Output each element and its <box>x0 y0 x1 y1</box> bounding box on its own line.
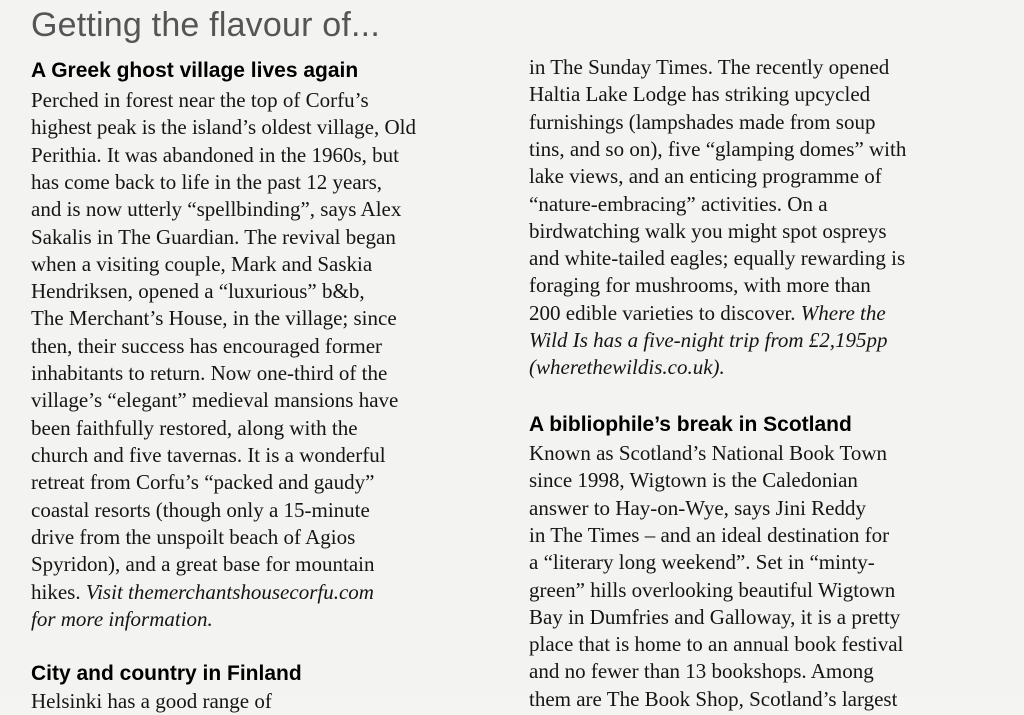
body-text-line: birdwatching walk you might spot ospreys <box>529 218 887 243</box>
body-text-line: then, their success has encouraged former <box>31 333 383 358</box>
body-text-line: has come back to life in the past 12 years, <box>31 169 383 194</box>
body-text-line: and no fewer than 13 bookshops. Among <box>529 659 874 684</box>
body-text-line: retreat from Corfu’s “packed and gaudy” <box>31 470 375 495</box>
body-text-line: place that is home to an annual book festival <box>529 632 904 657</box>
body-text-line: village’s “elegant” medieval mansions have <box>31 388 399 413</box>
greek-article-last-line <box>31 579 374 606</box>
body-text-line: in The Times – and an ideal destination for <box>529 522 890 547</box>
body-text-line: Haltia Lake Lodge has striking upcycled <box>529 82 871 107</box>
body-text-line: church and five tavernas. It is a wonderful <box>31 442 386 467</box>
body-text-line: furnishings (lampshades made from soup <box>529 109 876 134</box>
body-text-line: Hendriksen, opened a “luxurious” b&b, <box>31 279 365 304</box>
body-text-line: in The Sunday Times. The recently opened <box>529 55 890 79</box>
body-text-line: green” hills overlooking beautiful Wigtown <box>529 577 896 602</box>
finland-offer-line-1: Wild Is has a five-night trip from £2,195pp <box>529 328 888 352</box>
body-text-line: The Merchant’s House, in the village; since <box>31 306 397 331</box>
body-text-line: drive from the unspoilt beach of Agios <box>31 524 356 549</box>
body-text-line: “nature-embracing” activities. On a <box>529 191 828 216</box>
body-text-line: Perithia. It was abandoned in the 1960s, but <box>31 142 400 167</box>
body-text-line: coastal resorts (though only a 15-minute <box>31 497 370 522</box>
greek-article-closing: for more information. <box>31 607 213 631</box>
body-text-line: when a visiting couple, Mark and Saskia <box>31 251 373 276</box>
body-text-line: and is now utterly “spellbinding”, says Alex <box>31 197 402 222</box>
body-text-line: highest peak is the island’s oldest village, Old <box>31 115 416 140</box>
body-text-line: lake views, and an enticing programme of <box>529 164 882 189</box>
body-text-line: foraging for mushrooms, with more than <box>529 273 871 298</box>
finland-article-heading: City and country in Finland <box>31 662 302 685</box>
greek-article-heading: A Greek ghost village lives again <box>31 59 359 82</box>
body-text-line: Bay in Dumfries and Galloway, it is a pretty <box>529 604 901 629</box>
body-text-line: and white-tailed eagles; equally rewarding is <box>529 246 906 271</box>
finland-article-partial-line: Helsinki has a good range of <box>31 689 272 713</box>
finland-article-last-line <box>529 300 886 327</box>
greek-last-line-text: hikes. <box>31 580 86 604</box>
body-text-line: Known as Scotland’s National Book Town <box>529 441 888 465</box>
greek-website-link: Visit themerchantshousecorfu.com <box>85 580 374 604</box>
body-text-line: Sakalis in The Guardian. The revival began <box>31 224 396 249</box>
body-text-line: Spyridon), and a great base for mountain <box>31 552 375 577</box>
finland-offer-line-2: (wherethewildis.co.uk). <box>529 355 725 379</box>
body-text-line: tins, and so on), five “glamping domes” with <box>529 136 907 161</box>
section-title: Getting the flavour of... <box>31 6 380 44</box>
finland-italic-lead: Where the <box>800 301 886 325</box>
body-text-line: since 1998, Wigtown is the Caledonian <box>529 468 858 493</box>
body-text-line: Perched in forest near the top of Corfu’s <box>31 88 369 112</box>
body-text-line: been faithfully restored, along with the <box>31 415 358 440</box>
body-text-line: answer to Hay-on-Wye, says Jini Reddy <box>529 495 866 520</box>
scotland-article-heading: A bibliophile’s break in Scotland <box>529 413 852 436</box>
body-text-line: inhabitants to return. Now one-third of the <box>31 361 388 385</box>
body-text-line: them are The Book Shop, Scotland’s largest <box>529 686 898 711</box>
finland-last-line-text: 200 edible varieties to discover. <box>529 301 801 325</box>
body-text-line: a “literary long weekend”. Set in “minty- <box>529 550 875 575</box>
